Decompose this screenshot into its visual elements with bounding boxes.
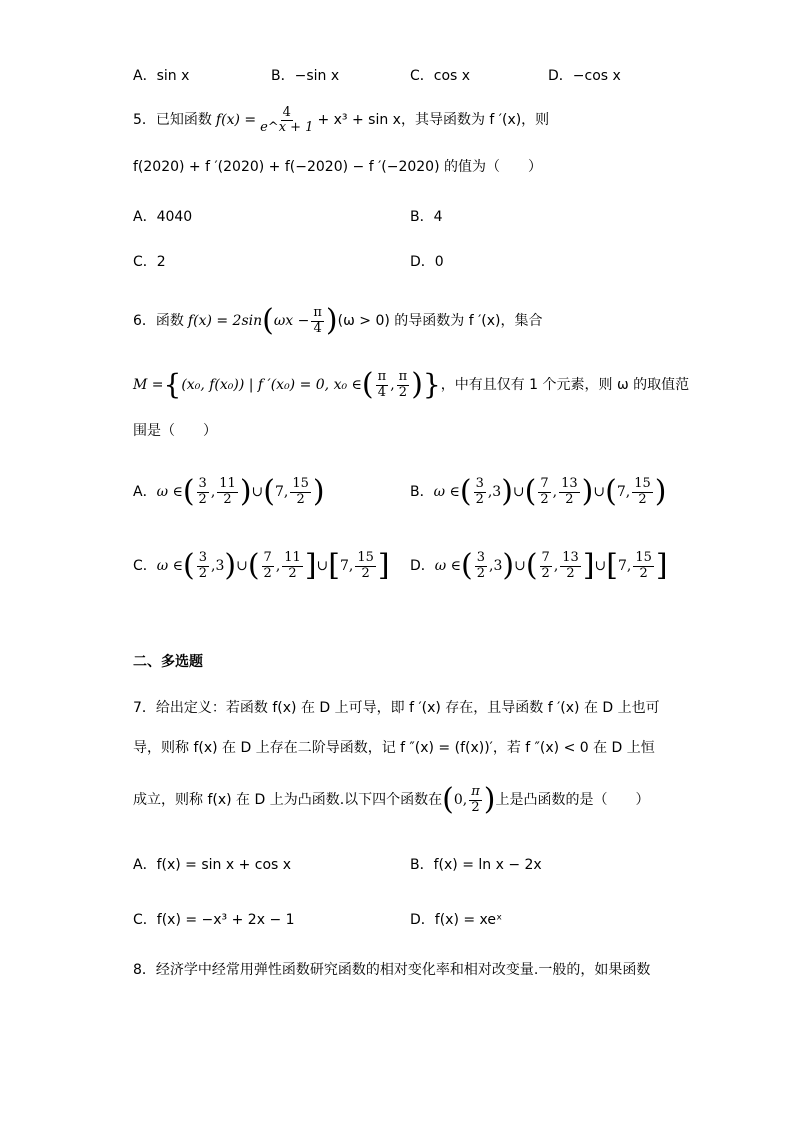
q7-option-a: A．f(x) = sin x + cos x (133, 857, 292, 873)
q7-line3: 成立，则称 f(x) 在 D 上为凸函数.以下四个函数在 ( 0, $\frac{\pi}{2}$ ) 上是凸函数的是（ ） (133, 782, 650, 817)
q7-option-b: B．f(x) = ln x − 2x (410, 857, 542, 873)
q6-pi: π (313, 305, 322, 321)
q5-line2: f(2020) + f ′(2020) + f(−2020) − f ′(−2020) 的值为（ ） (133, 159, 542, 175)
q5-func-lhs: f(x) = (215, 112, 257, 129)
option-label: C． (133, 557, 157, 574)
q6-option-c: C． ω ∈ ( $\frac{3}{2}$ ,3 ) ∪ ( $\frac{7}{2}$ , $\frac{11}{2}$ ] ∪ [ 7, $\frac{15}{2}$ ] (133, 548, 390, 583)
option-label: A． (133, 483, 157, 500)
q6-cond: (ω > 0) 的导函数为 f ′(x)，集合 (337, 312, 543, 329)
q6-set-prefix: M = (133, 376, 164, 393)
left-brace: { (163, 368, 182, 401)
q7-option-c: C．f(x) = −x³ + 2x − 1 (133, 912, 295, 928)
q5-number: 5．已知函数 (133, 112, 212, 129)
q5-option-b: B．4 (410, 209, 443, 225)
q4-option-b: B．−sin x (271, 68, 340, 84)
q6-part1: f(x) = 2sin (187, 312, 263, 329)
q6-set-body: (x₀, f(x₀)) | f ′(x₀) = 0, x₀ ∈ (181, 376, 362, 393)
q7-option-d: D．f(x) = xeˣ (410, 912, 503, 928)
q7-line1: 7．给出定义：若函数 f(x) 在 D 上可导，即 f ′(x) 存在，且导函数 f ′(x) 在 D 上也可 (133, 700, 660, 716)
q5-fraction (258, 106, 315, 136)
q6-set-frac-1: $\frac{\pi}{4}$ (377, 369, 387, 400)
q6-four: 4 (313, 320, 322, 336)
q6-line2: M = { (x₀, f(x₀)) | f ′(x₀) = 0, x₀ ∈ ( $\frac{\pi}{4}$ , $\frac{\pi}{2}$ ) } ，中有且仅有 1 个元素，则 ω 的取值范 (133, 367, 690, 402)
q4-option-c: C．cos x (410, 68, 471, 84)
q4-option-a: A．sin x (133, 68, 190, 84)
right-brace: } (422, 368, 441, 401)
q6-set-frac-2: $\frac{\pi}{2}$ (398, 369, 408, 400)
right-paren: ) (325, 303, 338, 338)
option-label: B． (410, 483, 434, 500)
left-paren: ( (262, 303, 274, 338)
q6-option-a: A． ω ∈ ( $\frac{3}{2}$ , $\frac{11}{2}$ ) ∪ ( 7, $\frac{15}{2}$ ) (133, 474, 325, 509)
q5-frac-num: 4 (282, 105, 291, 120)
q5-option-a: A．4040 (133, 209, 193, 225)
q6-option-b: B． ω ∈ ( $\frac{3}{2}$ ,3 ) ∪ ( $\frac{7}{2}$ , $\frac{13}{2}$ ) ∪ ( 7, $\frac{15}{2}$ ) (410, 474, 667, 509)
q6-pi-fraction (311, 306, 324, 336)
q5-frac-den: e^x + 1 (260, 120, 314, 136)
q7-line3-b: 上是凸函数的是（ ） (495, 791, 650, 808)
q7-line2: 导，则称 f(x) 在 D 上存在二阶导函数，记 f ″(x) = (f(x))′，若 f ″(x) < 0 在 D 上恒 (133, 740, 655, 756)
left-paren: ( (361, 367, 374, 402)
q6-line3: 围是（ ） (133, 423, 217, 439)
q5-line1 (133, 106, 549, 136)
q6-line1 (133, 298, 542, 344)
option-label: D． (410, 557, 435, 574)
q6-number: 6．函数 (133, 312, 184, 329)
q6-inner: ωx − (273, 312, 310, 329)
q5-option-d: D．0 (410, 254, 444, 270)
q6-set-end: ，中有且仅有 1 个元素，则 ω 的取值范 (440, 376, 690, 393)
q7-line3-a: 成立，则称 f(x) 在 D 上为凸函数.以下四个函数在 (133, 791, 443, 808)
q5-option-c: C．2 (133, 254, 166, 270)
q6-option-d: D． ω ∈ ( $\frac{3}{2}$ ,3 ) ∪ ( $\frac{7}{2}$ , $\frac{13}{2}$ ] ∪ [ 7, $\frac{15}{2}$ ] (410, 548, 668, 583)
q4-option-d: D．−cos x (548, 68, 621, 84)
q8-line1: 8．经济学中经常用弹性函数研究函数的相对变化率和相对改变量.一般的，如果函数 (133, 962, 651, 978)
section-title: 二、多选题 (133, 654, 203, 670)
right-paren: ) (411, 367, 423, 402)
q5-tail: + x³ + sin x，其导函数为 f ′(x)，则 (317, 112, 550, 129)
